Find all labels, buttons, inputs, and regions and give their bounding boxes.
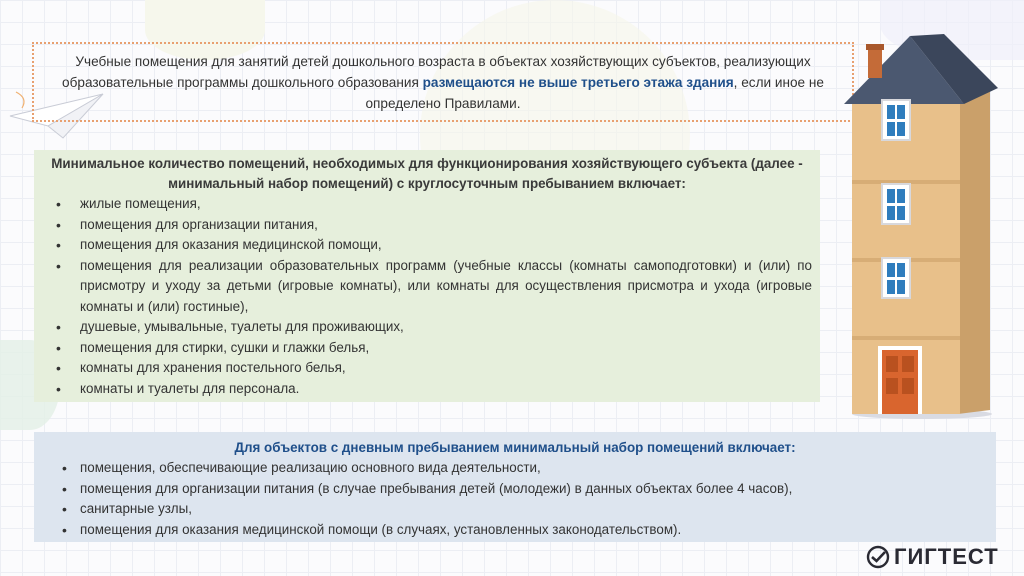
list-item: • помещения для организации питания (в случае пребывания детей (молодежи) в данных объектах более 4 часов),: [34, 479, 996, 500]
day-stay-panel: [34, 432, 996, 542]
building-illustration: [840, 30, 1005, 420]
intro-highlight: размещаются не выше третьего этажа здания: [422, 75, 734, 90]
list-item: • помещения для оказания медицинской помощи (в случаях, установленных законодательством).: [34, 520, 996, 541]
round-the-clock-list: [34, 194, 820, 399]
list-item: • душевые, умывальные, туалеты для проживающих,: [34, 317, 820, 338]
list-item: • помещения для организации питания,: [34, 215, 820, 236]
round-the-clock-title: Минимальное количество помещений, необходимых для функционирования хозяйствующего субъекта (далее - минимальный набор помещений) с круглосуточным пребыванием включает:: [51, 156, 803, 191]
list-item: • помещения для реализации образовательных программ (учебные классы (комнаты самоподготовки) и (или) по присмотру и уходу за детьми (игровые комнаты), или комнаты для осуществления присмотра и ухода (игровые комнаты и (или) гостиные),: [34, 256, 820, 318]
intro-text-end: , если иное не определено Правилами.: [365, 75, 824, 111]
logo-text: ГИГТЕСТ: [894, 544, 999, 569]
gigtest-logo: [866, 544, 999, 570]
list-item: • помещения для стирки, сушки и глажки белья,: [34, 338, 820, 359]
day-stay-list: [34, 458, 996, 540]
check-circle-icon: [866, 545, 890, 569]
round-the-clock-panel: [34, 150, 820, 402]
list-item: • жилые помещения,: [34, 194, 820, 215]
list-item: • помещения для оказания медицинской помощи,: [34, 235, 820, 256]
intro-text: Учебные помещения для занятий детей дошкольного возраста в объектах хозяйствующих субъектов, реализующих образовательные программы дошкольного образования: [62, 54, 811, 90]
intro-text-box: [32, 42, 854, 122]
day-stay-title: Для объектов с дневным пребыванием минимальный набор помещений включает:: [234, 440, 796, 455]
list-item: • комнаты и туалеты для персонала.: [34, 379, 820, 400]
list-item: • помещения, обеспечивающие реализацию основного вида деятельности,: [34, 458, 996, 479]
list-item: • санитарные узлы,: [34, 499, 996, 520]
list-item: • комнаты для хранения постельного белья,: [34, 358, 820, 379]
